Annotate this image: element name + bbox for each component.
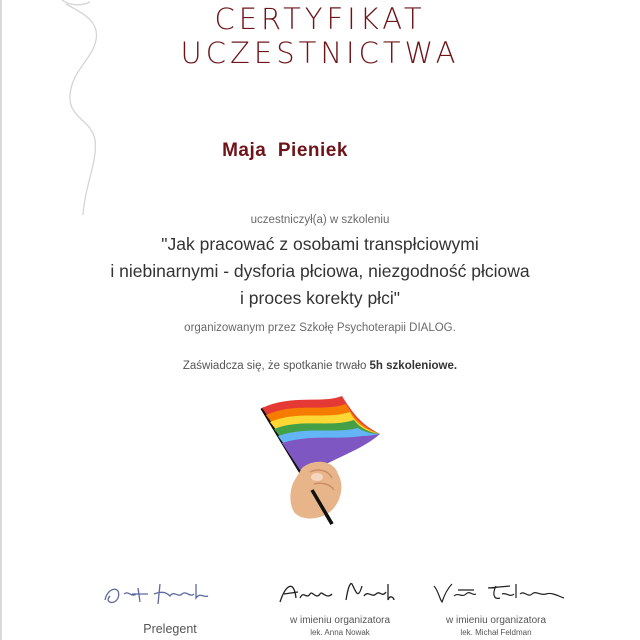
course-title <box>0 231 640 312</box>
signature-organizer-2-role: w imieniu organizatora <box>445 615 547 626</box>
organizer-text: organizowanym przez Szkołę Psychoterapii DIALOG. <box>184 322 456 334</box>
signature-scribble-icon <box>430 580 570 606</box>
participated-text: uczestniczył(a) w szkoleniu <box>250 214 390 226</box>
rainbow-flag-hand-icon <box>252 388 392 530</box>
signature-organizer-2-name: lek. Michał Feldman <box>460 628 532 637</box>
course-title-line: i niebinarnymi - dysforia płciowa, niezgodność płciowa <box>110 261 530 281</box>
signature-speaker <box>100 580 220 608</box>
certificate-title-line1: CERTYFIKAT <box>214 2 426 36</box>
signature-scribble-icon <box>276 578 396 608</box>
certificate-title-line2: UCZESTNICTWA <box>180 36 460 70</box>
signature-speaker-role: Prelegent <box>143 622 197 636</box>
course-title-line: "Jak pracować z osobami transpłciowymi <box>161 234 479 254</box>
signature-organizer-1 <box>276 578 396 608</box>
signature-organizer-1-role: w imieniu organizatora <box>289 615 391 626</box>
course-title-line: i proces korekty płci" <box>240 288 400 308</box>
signature-organizer-2 <box>430 580 570 606</box>
attestation-text <box>0 360 640 372</box>
signature-scribble-icon <box>100 580 220 608</box>
attestation-prefix: Zaświadcza się, że spotkanie trwało <box>182 360 370 372</box>
attestation-hours: 5h szkoleniowe. <box>369 360 458 372</box>
participant-name <box>0 140 570 162</box>
participant-last-name: Pieniek <box>277 140 348 161</box>
participant-first-name: Maja <box>222 140 267 161</box>
signature-organizer-1-name: lek. Anna Nowak <box>310 628 370 637</box>
